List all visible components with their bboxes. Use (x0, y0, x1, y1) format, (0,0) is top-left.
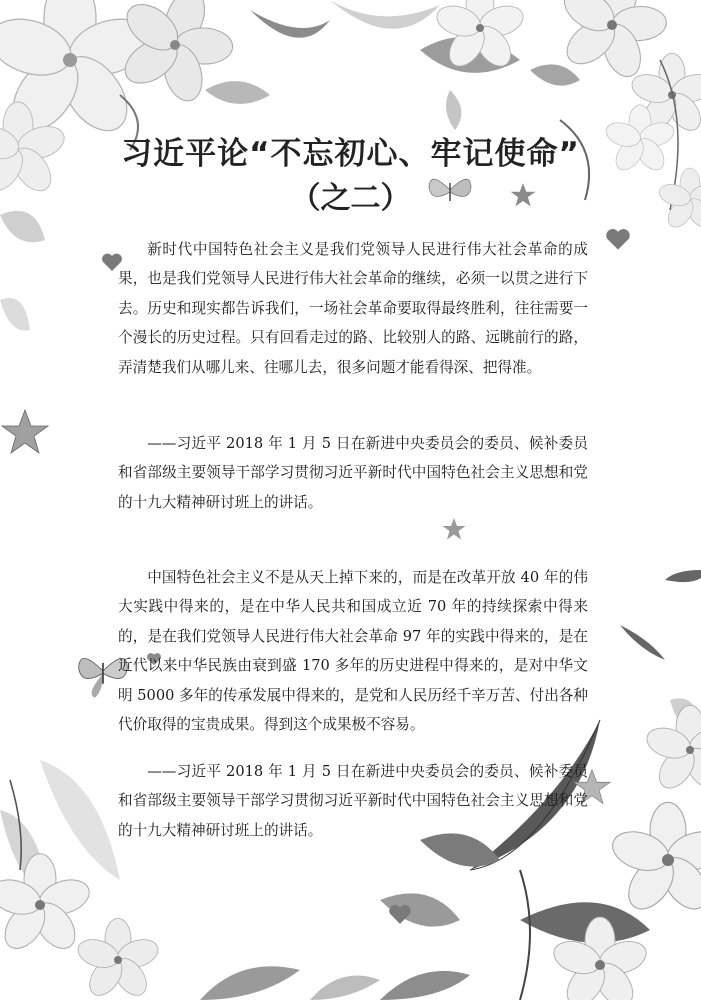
page-subtitle: （之二） (290, 181, 411, 216)
page-title: 习近平论“不忘初心、牢记使命” (121, 136, 580, 172)
quote-body: 中国特色社会主义不是从天上掉下来的，而是在改革开放 40 年的伟大实践中得来的，是在中华人民共和国成立近 70 年的持续探索中得来的，是在我们党领导人民进行伟大社会革命 97 年的实践中得来的，是在近代以来中华民族由衰到盛 170 多年的历史进程中得来的，是对中华文明 5000 多年的传承发展中得来的，是党和人民历经千辛万苦、付出各种代价取得的宝贵成果。得到这个成果极不容易。 (118, 569, 588, 734)
quote-body: 新时代中国特色社会主义是我们党领导人民进行伟大社会革命的成果，也是我们党领导人民进行伟大社会革命的继续，必须一以贯之进行下去。历史和现实都告诉我们，一场社会革命要取得最终胜利，往往需要一个漫长的历史过程。只有回看走过的路、比较别人的路、远眺前行的路，弄清楚我们从哪儿来、往哪儿去，很多问题才能看得深、把得准。 (118, 241, 588, 376)
heart-icon (605, 227, 631, 251)
star-icon (0, 408, 50, 456)
star-icon (441, 517, 467, 541)
quote-source: ——习近平 2018 年 1 月 5 日在新进中央委员会的委员、候补委员和省部级主要领导干部学习贯彻习近平新时代中国特色社会主义思想和党的十九大精神研讨班上的讲话。 (118, 763, 588, 839)
quote-source: ——习近平 2018 年 1 月 5 日在新进中央委员会的委员、候补委员和省部级主要领导干部学习贯彻习近平新时代中国特色社会主义思想和党的十九大精神研讨班上的讲话。 (118, 435, 588, 511)
bottom-right-flower-cluster (380, 705, 701, 1000)
heart-icon (388, 903, 412, 925)
